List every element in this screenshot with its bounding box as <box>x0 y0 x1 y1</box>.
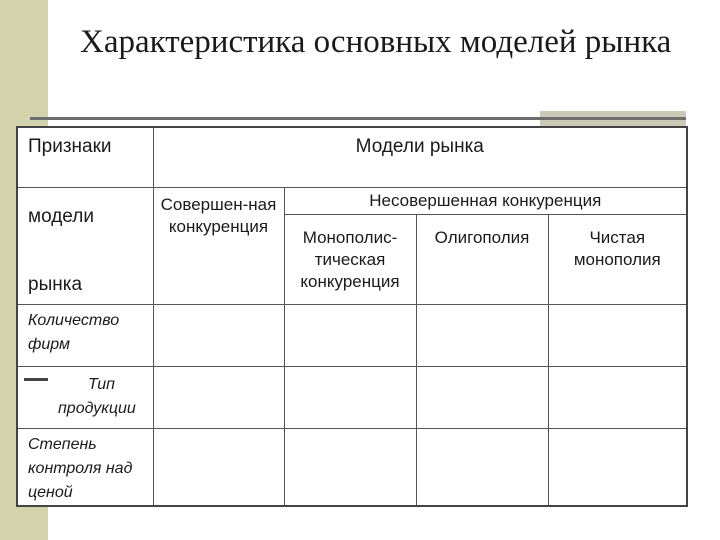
header-row-1 <box>17 127 687 187</box>
table-row <box>17 304 687 366</box>
row-marker <box>24 378 48 381</box>
table-cell <box>153 304 284 366</box>
label-model: модели <box>28 205 94 227</box>
table-cell <box>416 428 548 506</box>
header-perfect <box>153 187 284 304</box>
label-pure-monopoly: Чистая монополия <box>549 214 687 304</box>
header-left-mid <box>17 187 153 304</box>
label-imperfect-competition: Несовершенная конкуренция <box>369 190 602 210</box>
table-cell <box>153 366 284 428</box>
table-cell <box>284 304 416 366</box>
table-row <box>17 428 687 506</box>
imperfect-subheaders <box>285 214 687 304</box>
row-label: Тип продукции <box>17 366 153 428</box>
label-market-models: Модели рынка <box>355 136 484 157</box>
header-imperfect-group <box>284 187 687 304</box>
page-title: Характеристика основных моделей рынка <box>80 24 672 60</box>
table-cell <box>416 304 548 366</box>
table-cell <box>548 366 687 428</box>
row-label: Степень контроля над ценой <box>17 428 153 506</box>
table-cell <box>548 304 687 366</box>
label-signs: Признаки <box>28 136 112 157</box>
title-underline <box>30 117 686 120</box>
label-market: рынка <box>28 273 83 295</box>
label-oligopoly: Олигополия <box>417 214 549 304</box>
market-models-table <box>16 126 688 507</box>
row-label: Количество фирм <box>17 304 153 366</box>
table-cell <box>153 428 284 506</box>
table-cell <box>548 428 687 506</box>
table-cell <box>284 366 416 428</box>
table-row <box>17 366 687 428</box>
label-perfect-competition: Совершен-ная конкуренция <box>160 194 277 236</box>
table-cell <box>416 366 548 428</box>
header-left-top <box>17 127 153 187</box>
header-models <box>153 127 687 187</box>
table-cell <box>284 428 416 506</box>
label-monopolistic: Монополис-тическая конкуренция <box>285 214 417 304</box>
header-row-2 <box>17 187 687 304</box>
